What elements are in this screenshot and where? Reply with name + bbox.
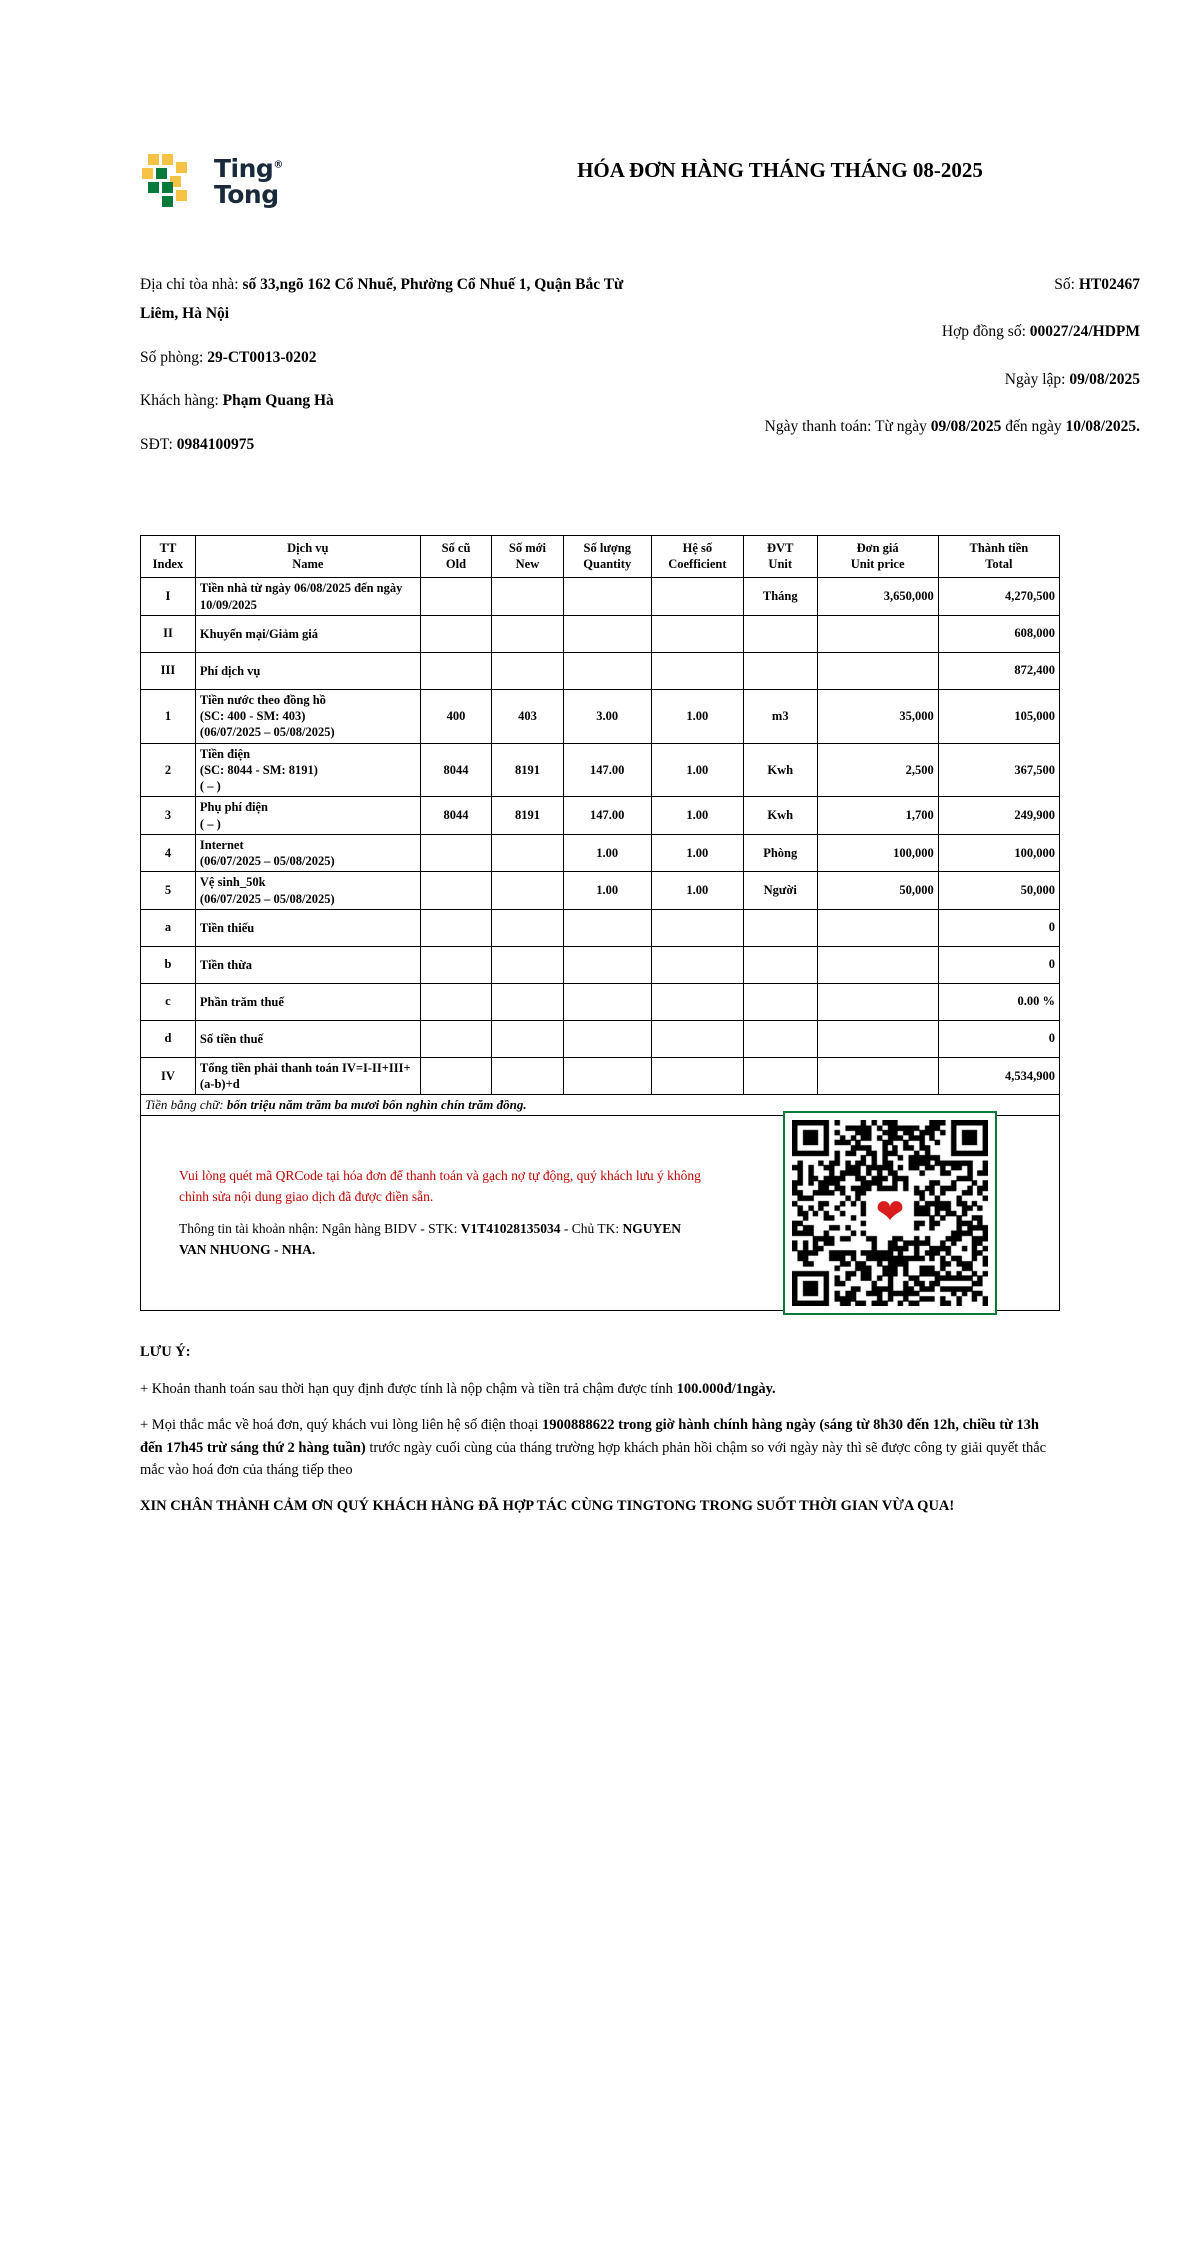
cell-price: 3,650,000 — [817, 578, 938, 616]
th-old — [420, 536, 491, 578]
cell-unit — [743, 983, 817, 1020]
building-address-line — [140, 270, 640, 329]
th-index-l1: TT — [159, 541, 177, 556]
cell-price — [817, 615, 938, 652]
cell-unit — [743, 1020, 817, 1057]
table-row — [141, 743, 1060, 797]
issue-date-label: Ngày lập: — [1004, 370, 1066, 388]
phone-label: SĐT: — [140, 435, 173, 453]
qr-warning-text: Vui lòng quét mã QRCode tại hóa đơn để thanh toán và gạch nợ tự động, quý khách lưu ý không chỉnh sửa nội dung giao dịch đã được điền sẵn. — [179, 1167, 701, 1204]
cell-idx: d — [141, 1020, 196, 1057]
cell-old — [420, 872, 491, 910]
cell-idx: 5 — [141, 872, 196, 910]
cell-new — [492, 909, 563, 946]
table-row — [141, 797, 1060, 835]
cell-total: 100,000 — [938, 834, 1059, 872]
cell-idx: b — [141, 946, 196, 983]
cell-name: Tiền thiếu — [195, 909, 420, 946]
brand-logo — [140, 150, 440, 214]
bank-account-number: V1T41028135034 — [460, 1221, 561, 1237]
cell-idx: 1 — [141, 689, 196, 743]
th-total — [938, 536, 1059, 578]
th-new-l1: Số mới — [508, 541, 547, 556]
cell-price — [817, 652, 938, 689]
cell-price: 2,500 — [817, 743, 938, 797]
page-title: HÓA ĐƠN HÀNG THÁNG THÁNG 08-2025 — [577, 158, 983, 182]
cell-idx: I — [141, 578, 196, 616]
payment-qr-row — [141, 1116, 1060, 1311]
customer-line — [140, 386, 640, 415]
cell-new: 403 — [492, 689, 563, 743]
note-item-2 — [140, 1414, 1060, 1481]
cell-total: 0 — [938, 1020, 1059, 1057]
cell-new — [492, 652, 563, 689]
meta-left-column — [140, 270, 640, 473]
cell-coef — [651, 909, 743, 946]
table-row — [141, 1020, 1060, 1057]
cell-coef — [651, 1057, 743, 1095]
cell-idx: c — [141, 983, 196, 1020]
cell-qty — [563, 1057, 651, 1095]
customer-value: Phạm Quang Hà — [222, 392, 334, 410]
cell-qty — [563, 578, 651, 616]
cell-coef: 1.00 — [651, 834, 743, 872]
bank-account-holder: NGUYEN VAN NHUONG - NHA. — [179, 1221, 682, 1258]
table-row — [141, 872, 1060, 910]
cell-new — [492, 1057, 563, 1095]
th-unit-price-l2: Unit price — [850, 556, 905, 571]
payment-period-line — [640, 412, 1140, 441]
cell-name: Phụ phí điện ( – ) — [195, 797, 420, 835]
cell-old — [420, 834, 491, 872]
cell-unit — [743, 1057, 817, 1095]
tingtong-logo-icon — [140, 150, 204, 214]
th-unit — [743, 536, 817, 578]
building-address-value: số 33,ngõ 162 Cổ Nhuế, Phường Cổ Nhuế 1, Quận Bắc Từ Liêm, Hà Nội — [140, 276, 624, 323]
table-row — [141, 983, 1060, 1020]
notes-title: LƯU Ý: — [140, 1344, 191, 1361]
note-2-pre: + Mọi thắc mắc về hoá đơn, quý khách vui lòng liên hệ số điện thoại — [140, 1417, 543, 1434]
cell-idx: II — [141, 615, 196, 652]
cell-price: 50,000 — [817, 872, 938, 910]
contract-number-label: Hợp đồng số: — [941, 323, 1026, 341]
cell-idx: 3 — [141, 797, 196, 835]
cell-name: Phí dịch vụ — [195, 652, 420, 689]
cell-new — [492, 872, 563, 910]
table-row — [141, 578, 1060, 616]
cell-price — [817, 946, 938, 983]
bank-account-prefix: Thông tin tài khoản nhận: Ngân hàng BIDV - STK: — [179, 1221, 458, 1237]
issue-date-line — [640, 365, 1140, 394]
cell-name: Khuyến mại/Giảm giá — [195, 615, 420, 652]
cell-total: 249,900 — [938, 797, 1059, 835]
cell-idx: III — [141, 652, 196, 689]
cell-old: 400 — [420, 689, 491, 743]
cell-new: 8191 — [492, 743, 563, 797]
invoice-table — [140, 535, 1060, 1311]
cell-coef: 1.00 — [651, 872, 743, 910]
room-number-value: 29-CT0013-0202 — [207, 348, 317, 366]
qr-code[interactable] — [783, 1111, 997, 1315]
room-number-label: Số phòng: — [140, 348, 204, 366]
th-new — [492, 536, 563, 578]
cell-qty — [563, 652, 651, 689]
th-name-l2: Name — [292, 556, 324, 571]
cell-new — [492, 1020, 563, 1057]
table-row — [141, 652, 1060, 689]
cell-old — [420, 615, 491, 652]
cell-qty: 147.00 — [563, 797, 651, 835]
payment-start-date: 09/08/2025 — [930, 418, 1002, 436]
invoice-number-value: HT02467 — [1078, 276, 1140, 293]
cell-total: 4,270,500 — [938, 578, 1059, 616]
cell-coef — [651, 615, 743, 652]
cell-total: 872,400 — [938, 652, 1059, 689]
meta-right-column — [640, 270, 1140, 473]
cell-name: Số tiền thuế — [195, 1020, 420, 1057]
th-unit-price-l1: Đơn giá — [856, 541, 899, 556]
invoice-number-label: Số: — [1054, 276, 1075, 293]
invoice-table-wrapper — [140, 535, 1060, 1311]
payment-end-date: 10/08/2025. — [1065, 418, 1140, 436]
th-quantity-l2: Quantity — [583, 556, 632, 571]
cell-unit: Người — [743, 872, 817, 910]
contract-number-value: 00027/24/HDPM — [1029, 323, 1140, 341]
cell-coef — [651, 946, 743, 983]
cell-new — [492, 578, 563, 616]
table-row — [141, 946, 1060, 983]
invoice-number-line — [640, 270, 1140, 299]
th-unit-l1: ĐVT — [767, 541, 794, 556]
th-coefficient — [651, 536, 743, 578]
th-index-l2: Index — [152, 556, 184, 571]
cell-total: 0.00 % — [938, 983, 1059, 1020]
cell-total: 0 — [938, 909, 1059, 946]
cell-price — [817, 1020, 938, 1057]
table-row — [141, 909, 1060, 946]
th-coefficient-l1: Hệ số — [682, 541, 713, 556]
cell-total: 50,000 — [938, 872, 1059, 910]
note-1-bold: 100.000đ/1ngày. — [676, 1380, 776, 1397]
cell-qty: 1.00 — [563, 872, 651, 910]
cell-qty — [563, 983, 651, 1020]
th-unit-price — [817, 536, 938, 578]
brand-name-line2: Tong — [214, 180, 279, 209]
cell-total: 4,534,900 — [938, 1057, 1059, 1095]
cell-coef — [651, 1020, 743, 1057]
cell-total: 105,000 — [938, 689, 1059, 743]
note-1-pre: + Khoản thanh toán sau thời hạn quy định được tính là nộp chậm và tiền trả chậm được tính — [140, 1380, 677, 1397]
qr-code-holder — [725, 1111, 1055, 1315]
cell-new: 8191 — [492, 797, 563, 835]
cell-new — [492, 983, 563, 1020]
invoice-header — [0, 0, 1200, 214]
cell-old — [420, 652, 491, 689]
th-index — [141, 536, 196, 578]
room-number-line — [140, 343, 640, 372]
cell-unit: Phòng — [743, 834, 817, 872]
bank-account-holder-label: - Chủ TK: — [563, 1221, 620, 1237]
brand-registered-icon: ® — [273, 159, 283, 171]
cell-name: Phần trăm thuế — [195, 983, 420, 1020]
th-total-l2: Total — [985, 556, 1013, 571]
cell-idx: 2 — [141, 743, 196, 797]
cell-coef — [651, 578, 743, 616]
cell-price: 1,700 — [817, 797, 938, 835]
invoice-meta — [0, 270, 1200, 473]
payment-period-label: Ngày thanh toán: Từ ngày — [764, 418, 927, 436]
cell-price — [817, 909, 938, 946]
building-address-label: Địa chỉ tòa nhà: — [140, 276, 239, 293]
cell-unit — [743, 909, 817, 946]
table-header-row — [141, 536, 1060, 578]
cell-name: Tiền thừa — [195, 946, 420, 983]
invoice-table-body — [141, 578, 1060, 1095]
cell-new — [492, 946, 563, 983]
note-2-bold: 1900888622 trong giờ hành chính hàng ngày (sáng từ 8h30 đến 12h, chiều từ 13h đến 17h45 trừ sáng thứ 2 hàng tuần) — [140, 1417, 1039, 1456]
cell-unit — [743, 615, 817, 652]
cell-price: 100,000 — [817, 834, 938, 872]
brand-name — [214, 153, 283, 209]
cell-idx: 4 — [141, 834, 196, 872]
cell-price: 35,000 — [817, 689, 938, 743]
payment-instructions — [145, 1166, 725, 1262]
invoice-notes — [140, 1341, 1060, 1517]
cell-qty — [563, 946, 651, 983]
cell-total: 608,000 — [938, 615, 1059, 652]
cell-name: Internet (06/07/2025 – 05/08/2025) — [195, 834, 420, 872]
note-2-post: trước ngày cuối cùng của tháng trường hợp khách phản hồi chậm so với ngày này thì sẽ được công ty giải quyết thắc mắc vào hoá đơn của tháng tiếp theo — [140, 1439, 1047, 1479]
cell-qty — [563, 909, 651, 946]
invoice-table-foot — [141, 1095, 1060, 1311]
th-coefficient-l2: Coefficient — [668, 556, 727, 571]
cell-qty: 3.00 — [563, 689, 651, 743]
payment-period-label-2: đến ngày — [1005, 418, 1062, 436]
issue-date-value: 09/08/2025 — [1069, 370, 1140, 388]
th-quantity — [563, 536, 651, 578]
customer-label: Khách hàng: — [140, 392, 219, 410]
cell-old — [420, 983, 491, 1020]
th-total-l1: Thành tiền — [969, 541, 1029, 556]
bank-account-info — [179, 1219, 703, 1261]
cell-coef: 1.00 — [651, 689, 743, 743]
table-row — [141, 615, 1060, 652]
th-name — [195, 536, 420, 578]
cell-new — [492, 834, 563, 872]
contract-number-line — [640, 317, 1140, 346]
cell-coef: 1.00 — [651, 743, 743, 797]
th-old-l1: Số cũ — [441, 541, 471, 556]
amount-in-words-value: bốn triệu năm trăm ba mươi bốn nghìn chín trăm đồng. — [226, 1097, 527, 1113]
cell-unit — [743, 652, 817, 689]
cell-old — [420, 909, 491, 946]
cell-old — [420, 1020, 491, 1057]
cell-new — [492, 615, 563, 652]
cell-name: Vệ sinh_50k (06/07/2025 – 05/08/2025) — [195, 872, 420, 910]
th-old-l2: Old — [445, 556, 467, 571]
cell-unit: Tháng — [743, 578, 817, 616]
cell-old: 8044 — [420, 797, 491, 835]
cell-name: Tổng tiền phải thanh toán IV=I-II+III+ (a-b)+d — [195, 1057, 420, 1095]
cell-qty — [563, 1020, 651, 1057]
th-new-l2: New — [515, 556, 540, 571]
cell-idx: IV — [141, 1057, 196, 1095]
payment-qr-cell — [141, 1116, 1060, 1311]
cell-unit: Kwh — [743, 797, 817, 835]
cell-price — [817, 1057, 938, 1095]
amount-in-words-label: Tiền bằng chữ: — [145, 1097, 224, 1113]
cell-old: 8044 — [420, 743, 491, 797]
cell-coef — [651, 983, 743, 1020]
cell-qty: 147.00 — [563, 743, 651, 797]
table-row — [141, 1057, 1060, 1095]
note-item-1 — [140, 1378, 1060, 1400]
cell-price — [817, 983, 938, 1020]
table-row — [141, 689, 1060, 743]
heart-icon: ❤ — [875, 1194, 905, 1232]
cell-name: Tiền nhà từ ngày 06/08/2025 đến ngày 10/09/2025 — [195, 578, 420, 616]
thank-you-message: XIN CHÂN THÀNH CẢM ƠN QUÝ KHÁCH HÀNG ĐÃ HỢP TÁC CÙNG TINGTONG TRONG SUỐT THỜI GIAN VỪA QUA! — [140, 1497, 955, 1514]
cell-unit: Kwh — [743, 743, 817, 797]
cell-total: 0 — [938, 946, 1059, 983]
th-quantity-l1: Số lượng — [583, 541, 631, 556]
invoice-table-head — [141, 536, 1060, 578]
cell-idx: a — [141, 909, 196, 946]
cell-qty — [563, 615, 651, 652]
table-row — [141, 834, 1060, 872]
cell-old — [420, 1057, 491, 1095]
cell-coef — [651, 652, 743, 689]
cell-old — [420, 946, 491, 983]
cell-coef: 1.00 — [651, 797, 743, 835]
phone-line — [140, 430, 640, 459]
phone-value: 0984100975 — [176, 435, 255, 453]
cell-unit: m3 — [743, 689, 817, 743]
th-name-l1: Dịch vụ — [287, 541, 329, 556]
brand-name-line1: Ting — [214, 153, 274, 183]
cell-old — [420, 578, 491, 616]
th-unit-l2: Unit — [768, 556, 793, 571]
cell-total: 367,500 — [938, 743, 1059, 797]
cell-unit — [743, 946, 817, 983]
cell-qty: 1.00 — [563, 834, 651, 872]
cell-name: Tiền điện (SC: 8044 - SM: 8191) ( – ) — [195, 743, 420, 797]
cell-name: Tiền nước theo đồng hồ (SC: 400 - SM: 403) (06/07/2025 – 05/08/2025) — [195, 689, 420, 743]
